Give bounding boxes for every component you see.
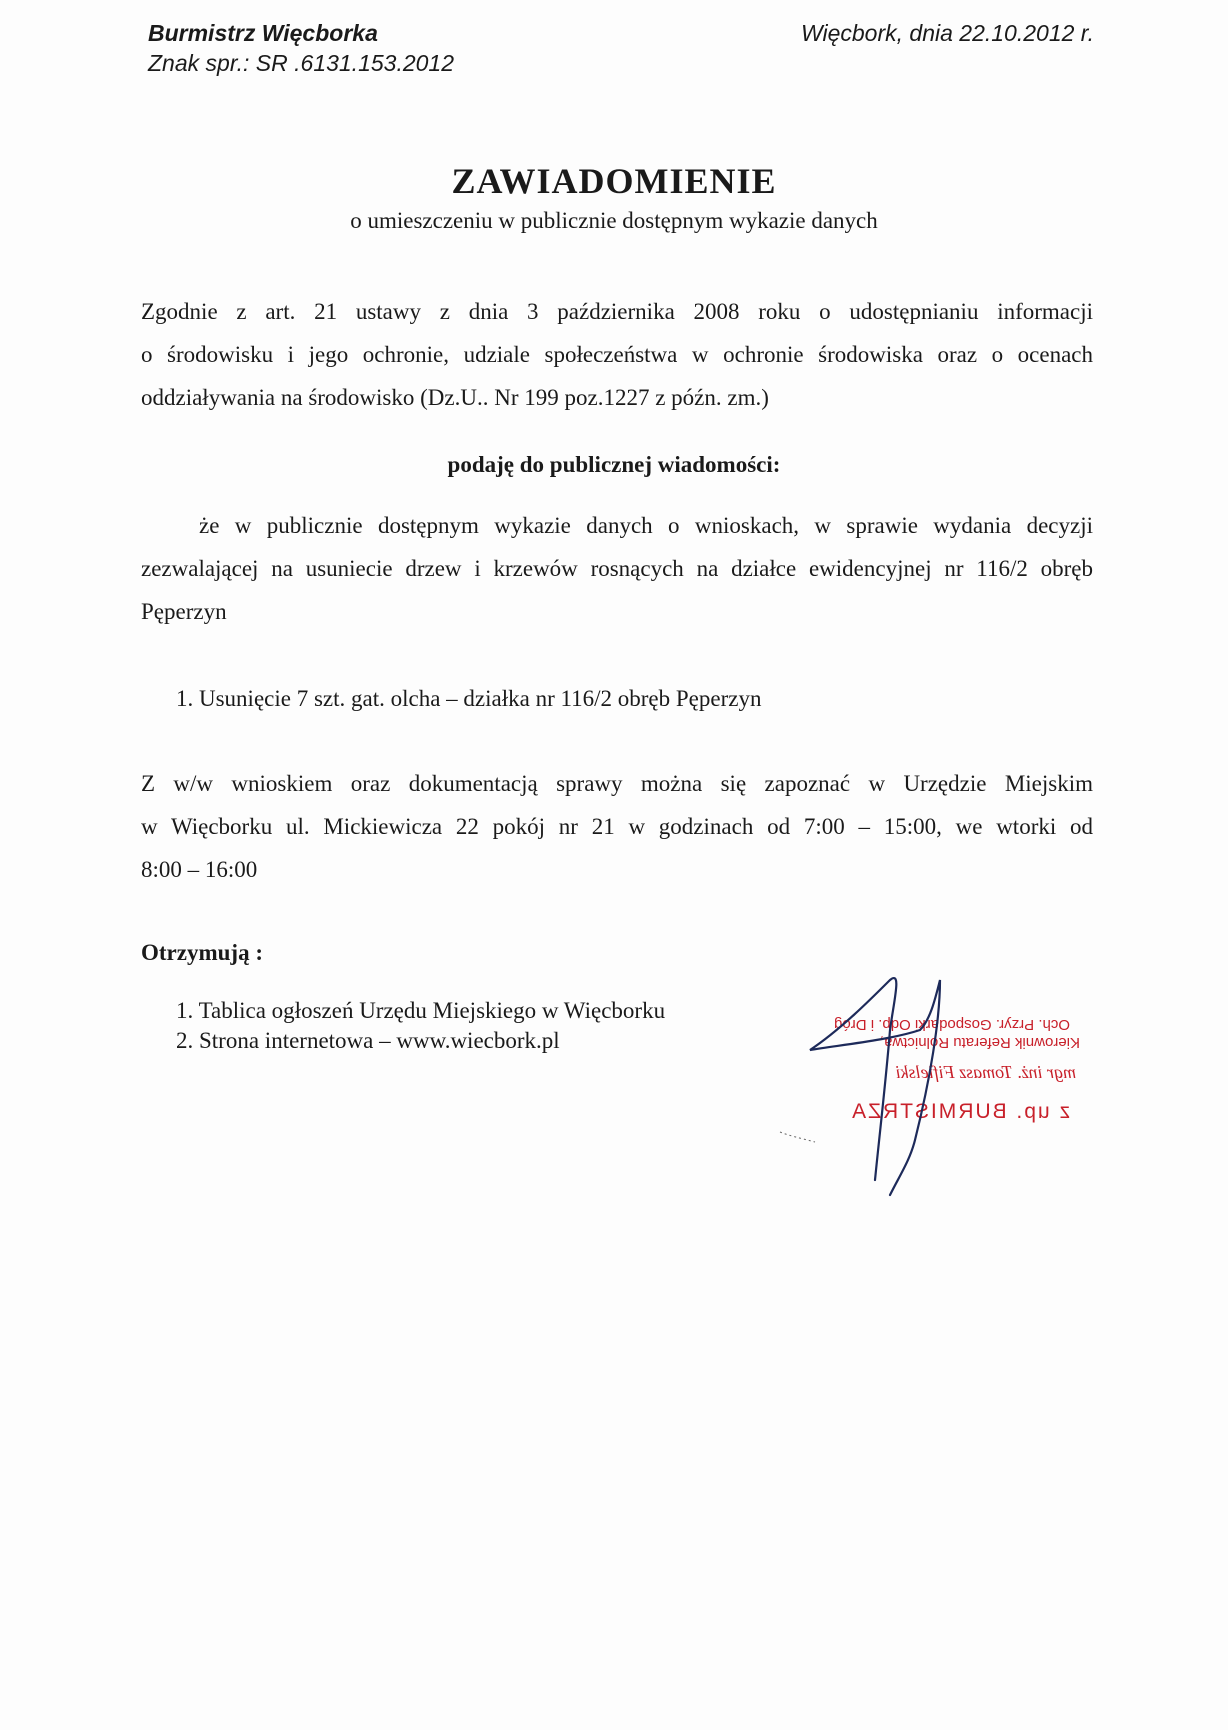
intro-line: Zgodnie z art. 21 ustawy z dnia 3 października 2008 roku o udostępnianiu informacji <box>141 299 1093 324</box>
body-line: zezwalającej na usuniecie drzew i krzewów rosnących na działce ewidencyjnej nr 116/2 obręb <box>141 556 1093 581</box>
list-item: 1. Tablica ogłoszeń Urzędu Miejskiego w Więcborku <box>176 998 666 1023</box>
stamp-line-4: z up. BURMISTRZA <box>850 1100 1070 1123</box>
stamp-line-2: Kierownik Referatu Rolnictwa, <box>879 1034 1080 1051</box>
recipients-heading: Otrzymują : <box>141 940 263 965</box>
issuing-authority: Burmistrz Więcborka <box>148 20 378 46</box>
body-line: Pęperzyn <box>141 599 227 624</box>
stamp-line-3: mgr inż. Tomasz Fifielski <box>895 1062 1076 1082</box>
place-date: Więcbork, dnia 22.10.2012 r. <box>800 20 1094 46</box>
items-list <box>176 684 761 714</box>
document-header-left <box>148 18 454 78</box>
intro-paragraph <box>141 290 1093 419</box>
body-paragraph <box>141 504 1093 633</box>
info-line: Z w/w wnioskiem oraz dokumentacją sprawy można się zapoznać w Urzędzie Miejskim <box>141 771 1093 796</box>
reference-number: Znak spr.: SR .6131.153.2012 <box>148 50 455 76</box>
handwritten-signature <box>720 960 1040 1200</box>
info-line: w Więcborku ul. Mickiewicza 22 pokój nr 21 w godzinach od 7:00 – 15:00, we wtorki od <box>141 814 1093 839</box>
info-line: 8:00 – 16:00 <box>141 857 258 882</box>
intro-line: o środowisku i jego ochronie, udziale społeczeństwa w ochronie środowiska oraz o ocenach <box>141 342 1093 367</box>
list-item: 1. Usunięcie 7 szt. gat. olcha – działka nr 116/2 obręb Pęperzyn <box>176 686 762 711</box>
document-title: ZAWIADOMIENIE <box>451 161 777 201</box>
info-paragraph <box>141 762 1093 891</box>
intro-line: oddziaływania na środowisko (Dz.U.. Nr 199 poz.1227 z późn. zm.) <box>141 385 769 410</box>
document-subtitle: o umieszczeniu w publicznie dostępnym wykazie danych <box>350 208 878 233</box>
announcement-phrase: podaję do publicznej wiadomości: <box>447 452 781 477</box>
body-line: że w publicznie dostępnym wykazie danych o wnioskach, w sprawie wydania decyzji <box>199 513 1093 538</box>
stamp-line-1: Och. Przyr. Gospodarki Odp. i Dróg <box>834 1016 1070 1033</box>
list-item: 2. Strona internetowa – www.wiecbork.pl <box>176 1028 560 1053</box>
recipients-list <box>176 996 665 1056</box>
